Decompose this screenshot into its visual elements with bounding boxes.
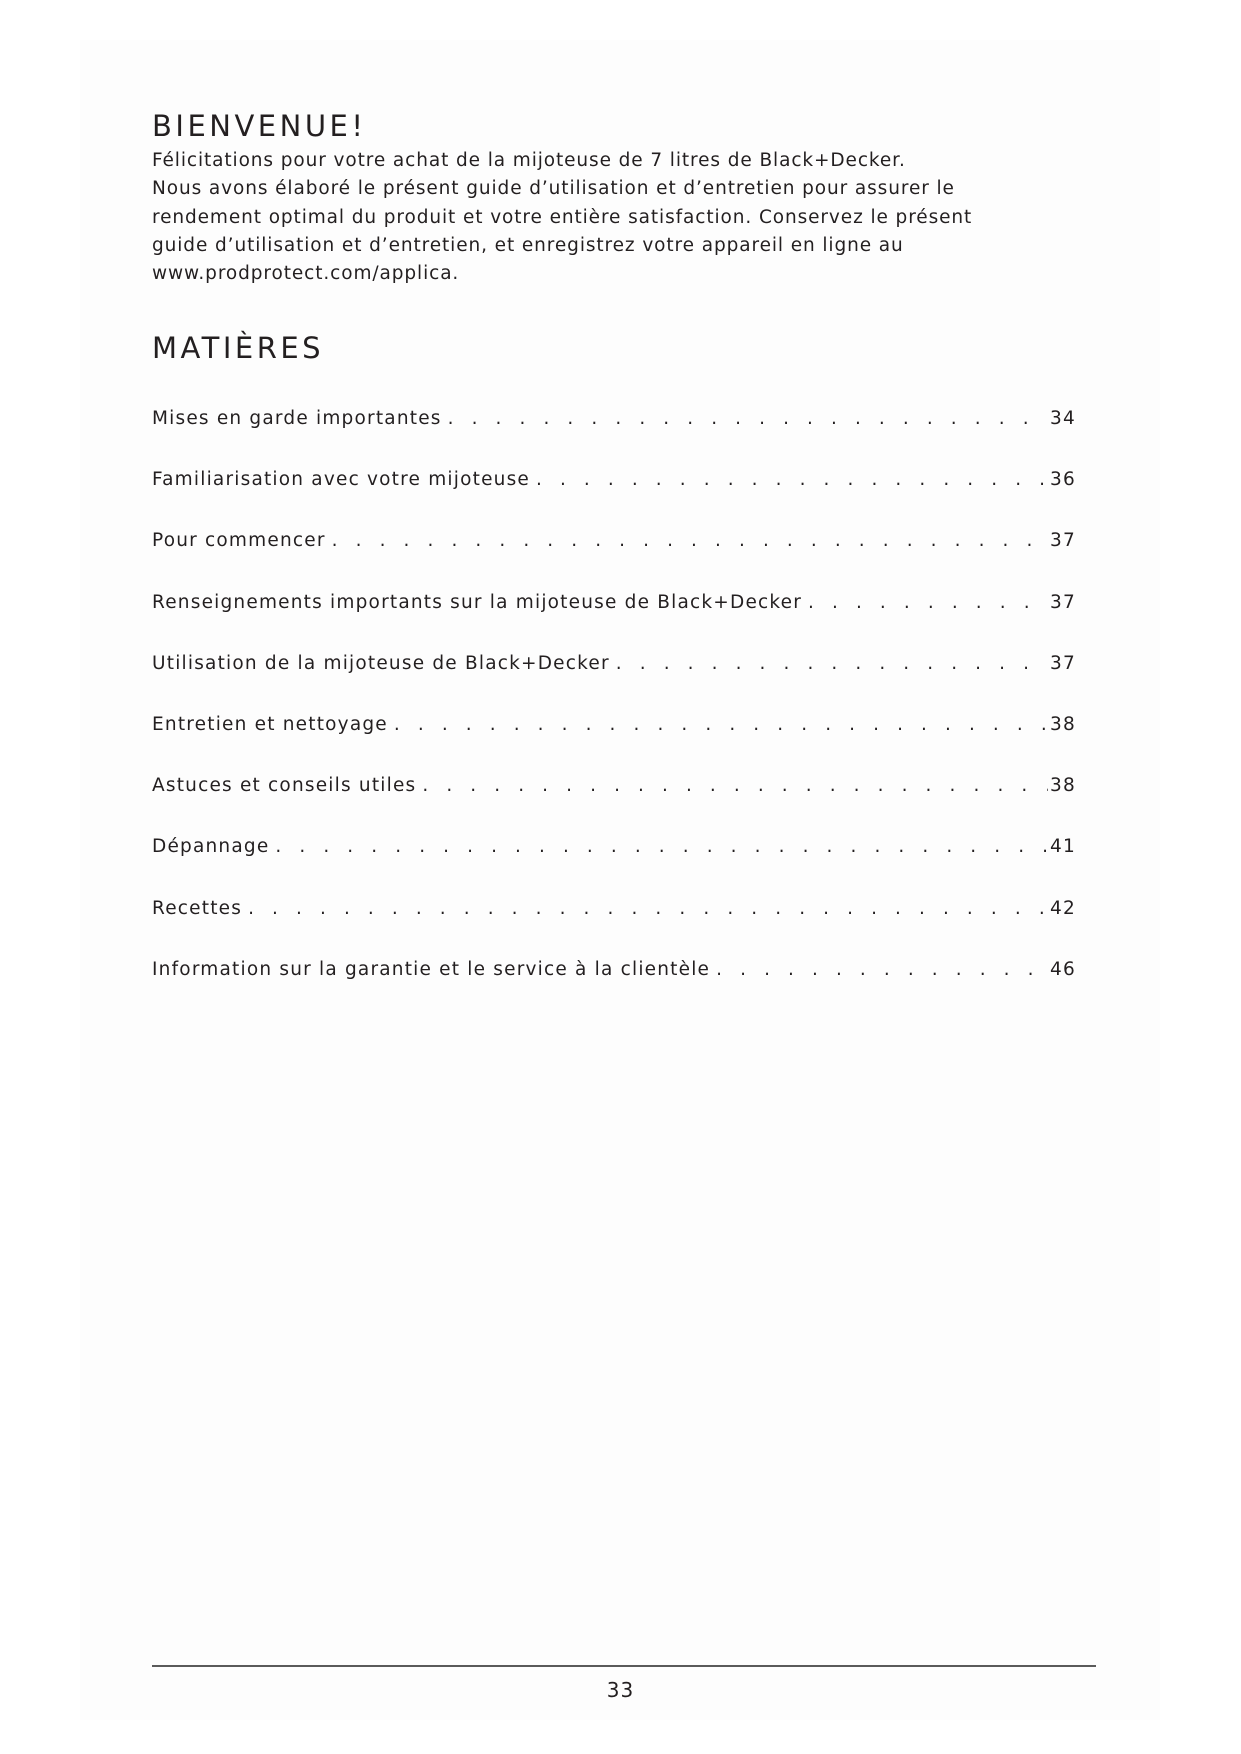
toc-entry-page: 36 xyxy=(1050,469,1076,491)
toc-entry-page: 37 xyxy=(1050,530,1076,552)
website-link[interactable]: www.prodprotect.com/applica. xyxy=(152,263,460,285)
welcome-line: rendement optimal du produit et votre entière satisfaction. Conservez le présent xyxy=(152,206,973,228)
toc-entry-page: 34 xyxy=(1050,408,1076,429)
toc-entry-page: 37 xyxy=(1050,591,1076,613)
welcome-line: Nous avons élaboré le présent guide d’utilisation et d’entretien pour assurer le xyxy=(152,178,955,200)
footer-divider xyxy=(152,1665,1096,1667)
toc-dot-leader xyxy=(442,405,1048,433)
toc-entry-label: Mises en garde importantes xyxy=(152,408,442,429)
welcome-line: guide d’utilisation et d’entretien, et enregistrez votre appareil en ligne au xyxy=(152,234,904,256)
toc-title: MATIÈRES xyxy=(152,331,325,365)
toc-entry-page: 38 xyxy=(1050,713,1076,735)
welcome-paragraph xyxy=(152,147,1092,288)
toc-dot-leader xyxy=(326,527,1048,555)
toc-entry-label: Dépannage xyxy=(152,836,270,858)
toc-dot-leader xyxy=(610,650,1048,678)
page-number: 33 xyxy=(606,1678,635,1702)
welcome-title: BIENVENUE! xyxy=(152,109,367,143)
toc-entry-label: Recettes xyxy=(152,897,243,919)
toc-entry-label: Information sur la garantie et le service à la clientèle xyxy=(152,958,711,980)
toc-entry-mises-en-garde[interactable] xyxy=(152,405,1076,466)
toc-entry-utilisation[interactable] xyxy=(152,650,1076,711)
toc-entry-label: Astuces et conseils utiles xyxy=(152,775,417,797)
toc-dot-leader xyxy=(710,956,1048,984)
toc-entry-pour-commencer[interactable] xyxy=(152,527,1076,588)
toc-entry-recettes[interactable] xyxy=(152,895,1076,956)
toc-entry-label: Renseignements importants sur la mijoteuse de Black+Decker xyxy=(152,591,803,613)
toc-entry-familiarisation[interactable] xyxy=(152,466,1076,527)
toc-entry-page: 46 xyxy=(1050,958,1076,980)
toc-entry-label: Familiarisation avec votre mijoteuse xyxy=(152,469,530,491)
toc-entry-label: Utilisation de la mijoteuse de Black+Decker xyxy=(152,652,610,674)
toc-entry-page: 38 xyxy=(1050,775,1076,797)
toc-entry-page: 37 xyxy=(1050,652,1076,674)
toc-entry-astuces[interactable] xyxy=(152,772,1076,833)
toc-dot-leader xyxy=(388,711,1048,739)
toc-dot-leader xyxy=(416,772,1048,800)
toc-entry-entretien[interactable] xyxy=(152,711,1076,772)
toc-dot-leader xyxy=(802,589,1048,617)
toc-entry-garantie[interactable] xyxy=(152,956,1076,1017)
toc-dot-leader xyxy=(269,833,1048,861)
toc-dot-leader xyxy=(242,895,1048,923)
toc-entry-renseignements[interactable] xyxy=(152,589,1076,650)
welcome-line: Félicitations pour votre achat de la mijoteuse de 7 litres de Black+Decker. xyxy=(152,150,906,171)
toc-entry-label: Pour commencer xyxy=(152,530,326,552)
table-of-contents xyxy=(152,405,1076,1017)
toc-entry-page: 42 xyxy=(1050,897,1076,919)
toc-dot-leader xyxy=(530,466,1048,494)
toc-entry-label: Entretien et nettoyage xyxy=(152,713,388,735)
toc-entry-page: 41 xyxy=(1050,836,1076,858)
toc-entry-depannage[interactable] xyxy=(152,833,1076,894)
